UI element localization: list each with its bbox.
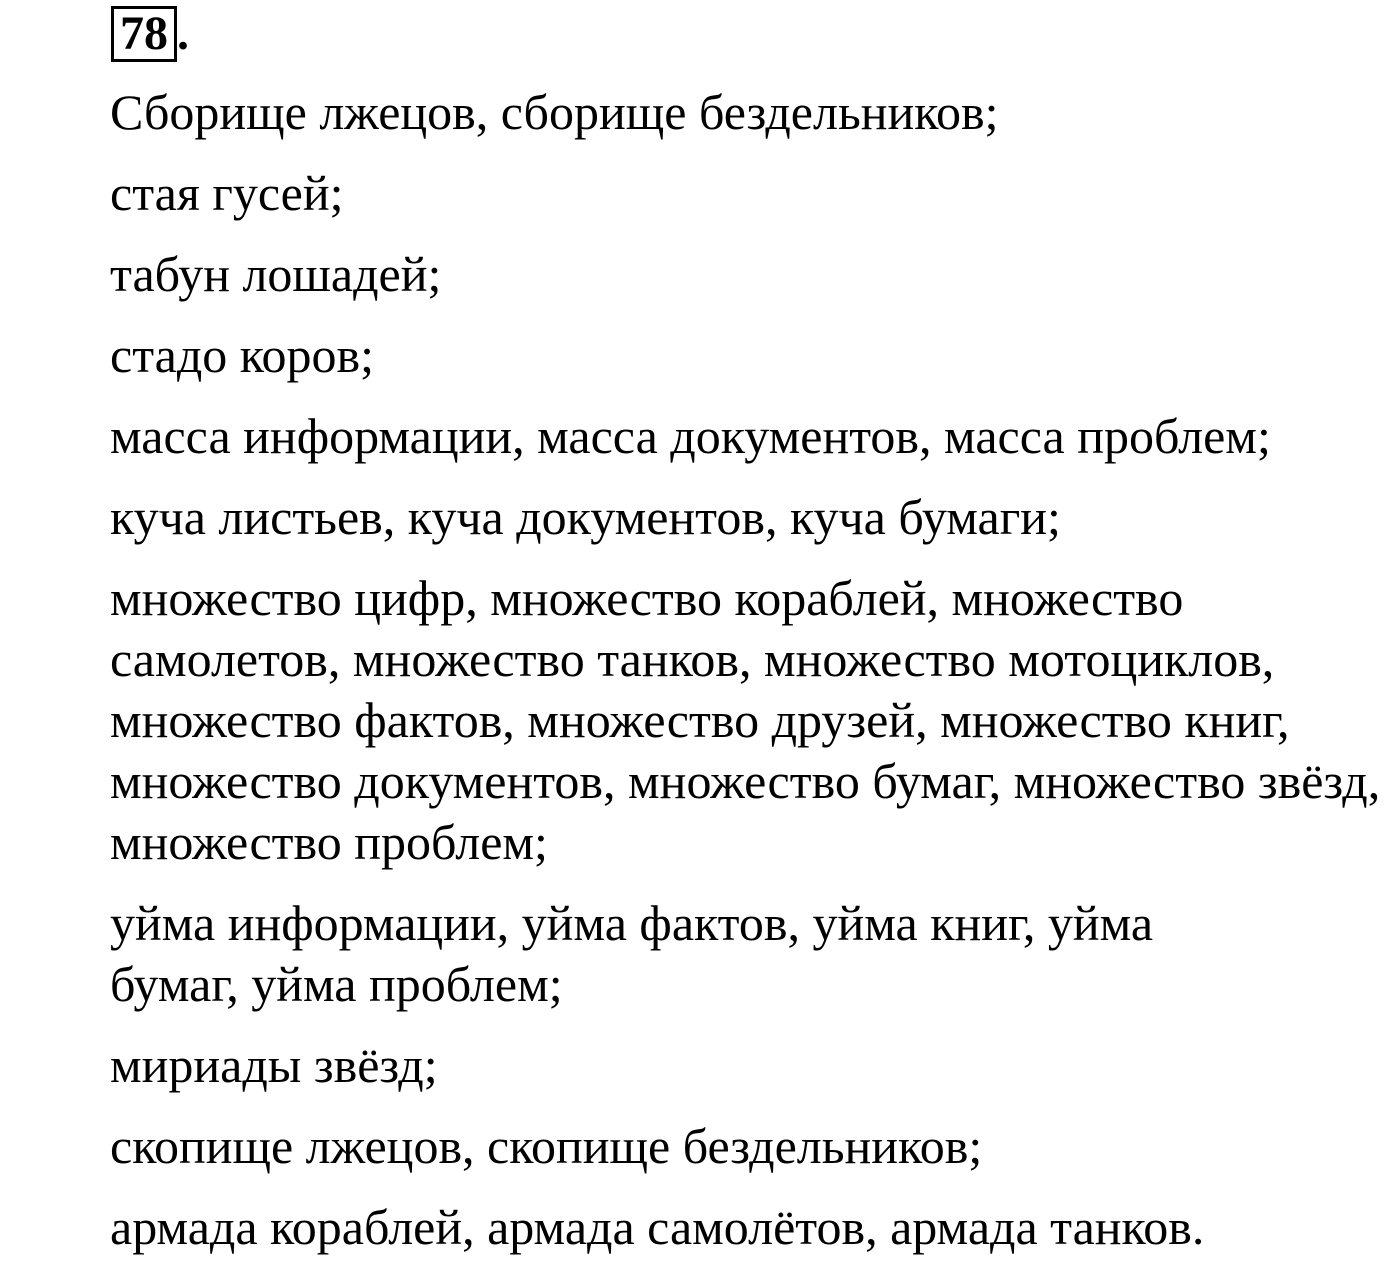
- text-line: табун лошадей;: [110, 246, 442, 302]
- exercise-number: [111, 6, 189, 62]
- text-line: множество фактов, множество друзей, множество книг,: [110, 692, 1290, 748]
- text-line: самолетов, множество танков, множество мотоциклов,: [110, 631, 1275, 687]
- answer-text: [0, 82, 1400, 1278]
- text-paragraph: [0, 1197, 1400, 1278]
- text-line: скопище лжецов, скопище бездельников;: [110, 1118, 983, 1174]
- text-paragraph: [0, 244, 1400, 325]
- text-line: стадо коров;: [110, 327, 375, 383]
- text-paragraph: [0, 1035, 1400, 1116]
- exercise-number-dot: .: [177, 7, 189, 60]
- text-line: Сборище лжецов, сборище бездельников;: [110, 84, 999, 140]
- text-line: куча листьев, куча документов, куча бумаги;: [110, 489, 1061, 545]
- text-paragraph: [0, 82, 1400, 163]
- text-line: множество цифр, множество кораблей, множество: [110, 570, 1184, 626]
- text-paragraph: [0, 1116, 1400, 1197]
- text-line: множество проблем;: [110, 814, 548, 870]
- text-line: армада кораблей, армада самолётов, армада танков.: [110, 1199, 1205, 1255]
- text-paragraph: [0, 163, 1400, 244]
- text-line: мириады звёзд;: [110, 1037, 438, 1093]
- exercise-number-box: 78: [111, 6, 177, 62]
- text-paragraph: [0, 893, 1400, 1035]
- text-line: бумаг, уйма проблем;: [110, 956, 563, 1012]
- text-paragraph: [0, 487, 1400, 568]
- text-line: масса информации, масса документов, масса проблем;: [110, 408, 1271, 464]
- text-paragraph: [0, 568, 1400, 893]
- text-line: стая гусей;: [110, 165, 344, 221]
- text-line: множество документов, множество бумаг, множество звёзд,: [110, 753, 1381, 809]
- text-paragraph: [0, 325, 1400, 406]
- text-paragraph: [0, 406, 1400, 487]
- text-line: уйма информации, уйма фактов, уйма книг, уйма: [110, 895, 1154, 951]
